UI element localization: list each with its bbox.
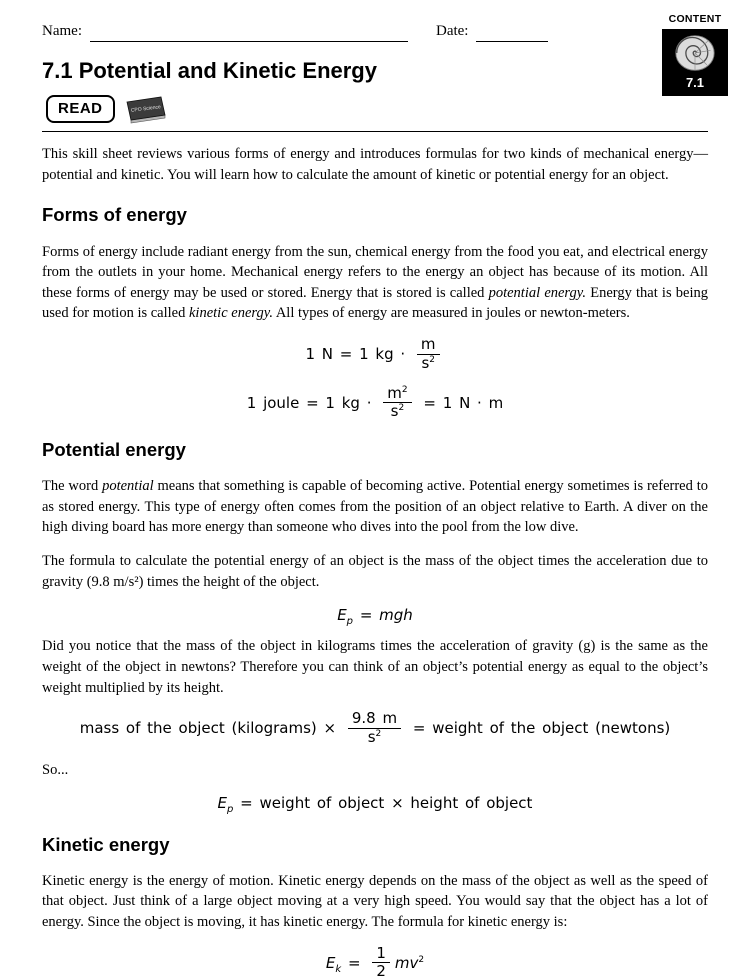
equals-sign: = (347, 953, 361, 972)
formula-mass-weight (42, 711, 708, 746)
forms-text-1: Forms of energy include radiant energy from the sun, chemical energy from the food you eat, and electrical energy from the outlets in your home. Mechanical energy refers to the energy an object has because of its motion. All these forms of energy may be used or stored. Energy that is stored is called (42, 243, 708, 301)
fraction-denominator: s (421, 353, 430, 372)
section-heading-forms: Forms of energy (42, 204, 187, 226)
formula-joule-tail: = 1 N · m (423, 393, 504, 412)
formula-ep-mgh-rest: = mgh (359, 606, 413, 625)
potential-paragraph-3: Did you notice that the mass of the object in kilograms times the acceleration of gravity (g) is the same as the weight of the object in newtons? Therefore you can think of an object’s potential energy as equal to the object’s weight multiplied by its height. (42, 638, 708, 696)
formula-ep-mgh (42, 605, 708, 626)
formula-joule-lead: 1 joule = 1 kg · (246, 393, 372, 412)
potential-paragraph-2: The formula to calculate the potential energy of an object is the mass of the object times the acceleration due to gravity (9.8 m/s²) times the height of the object. (42, 553, 708, 590)
fraction (417, 337, 440, 372)
fraction (372, 943, 390, 980)
content-number: 7.1 (685, 74, 705, 90)
fraction-numerator: 1 (376, 943, 386, 962)
potential-italic: potential (102, 478, 154, 495)
content-badge (662, 12, 728, 96)
energy-symbol: E (337, 606, 347, 625)
header-divider (42, 131, 708, 132)
forms-text-3: All types of energy are measured in joules or newton-meters. (273, 305, 630, 322)
fraction-denominator-exp: 2 (375, 728, 382, 739)
fraction-numerator: m (387, 383, 402, 402)
kinetic-paragraph: Kinetic energy is the energy of motion. Kinetic energy depends on the mass of the object as well as the speed of that object. Just think of a large object moving at a very high speed. You would say that the object has a lot of energy. Since the object is moving, it has kinetic energy. The formula for kinetic energy is: (42, 872, 708, 931)
potential-paragraph-1 (42, 476, 708, 538)
forms-paragraph (42, 242, 708, 324)
forms-italic-potential: potential energy. (488, 284, 587, 301)
formula-mass-tail: = weight of the object (newtons) (412, 718, 671, 737)
fraction-denominator: s (390, 402, 399, 421)
fraction-denominator: 2 (376, 962, 386, 980)
formula-ek (42, 943, 708, 980)
content-label: CONTENT (668, 13, 722, 25)
energy-subscript: k (335, 963, 342, 975)
fraction (348, 711, 401, 746)
so-label: So... (42, 761, 69, 778)
textbook-icon (125, 94, 169, 124)
formula-ek-rest: mv (394, 953, 419, 972)
fraction-denominator-exp: 2 (398, 403, 405, 414)
name-label: Name: (42, 22, 82, 39)
fraction-numerator-exp: 2 (401, 384, 408, 395)
fraction-denominator: s (367, 727, 376, 746)
energy-subscript: p (346, 616, 354, 628)
potential-text-2: means that something is capable of becoming active. Potential energy sometimes is referred to as stored energy. This type of energy often comes from the position of an object relative to Earth. A diver on the high diving board has more energy than someone who dives into the pool from the low dive. (42, 478, 708, 536)
name-blank-line (90, 25, 408, 42)
energy-subscript: p (227, 804, 234, 816)
fraction (383, 383, 411, 421)
section-heading-potential: Potential energy (42, 439, 186, 461)
nautilus-icon (667, 32, 723, 74)
formula-joule (42, 383, 708, 421)
intro-paragraph: This skill sheet reviews various forms of energy and introduces formulas for two kinds of mechanical energy—potential and kinetic. You will learn how to calculate the amount of kinetic or potential energy for an object. (42, 146, 708, 183)
fraction-numerator: m (420, 335, 436, 354)
formula-newton (42, 337, 708, 372)
energy-symbol: E (325, 953, 336, 972)
read-badge: READ (46, 95, 115, 123)
formula-newton-lead: 1 N = 1 kg · (305, 344, 406, 363)
fraction-denominator-exp: 2 (429, 354, 436, 365)
name-date-bar (42, 20, 598, 42)
formula-ek-exp: 2 (418, 954, 425, 965)
content-box (662, 29, 728, 96)
fraction-numerator: 9.8 m (351, 709, 398, 728)
formula-ep-weight-rest: = weight of object × height of object (240, 794, 533, 813)
potential-text-1: The word (42, 478, 103, 495)
formula-ep-weight (42, 793, 708, 814)
date-blank-line (476, 25, 548, 42)
book-label: CPO Science (130, 104, 161, 115)
read-row (46, 93, 708, 125)
section-heading-kinetic: Kinetic energy (42, 833, 170, 855)
date-label: Date: (435, 22, 469, 39)
page-title: 7.1 Potential and Kinetic Energy (42, 58, 377, 83)
energy-symbol: E (217, 794, 228, 813)
formula-mass-lead: mass of the object (kilograms) × (79, 718, 337, 737)
forms-text-2: Energy that is being used for motion is called (42, 284, 708, 322)
forms-italic-kinetic: kinetic energy. (188, 305, 273, 322)
